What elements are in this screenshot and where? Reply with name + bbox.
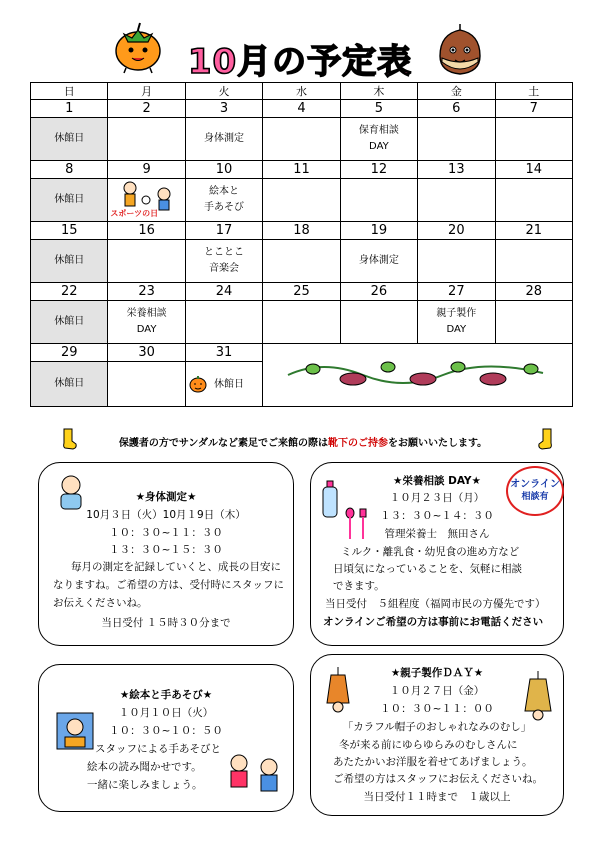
date-number: 7 (495, 100, 572, 118)
event-cell (340, 179, 417, 222)
date-number: 12 (340, 161, 417, 179)
event-cell (495, 118, 572, 161)
event-cell (263, 240, 340, 283)
box-date: １０月２３日（月） (389, 492, 485, 504)
event-cell (108, 362, 185, 407)
date-number: 13 (418, 161, 495, 179)
date-row (31, 283, 573, 301)
event-cell-closed (31, 240, 108, 283)
event-cell (418, 301, 495, 344)
box-body-line: お伝えくださいね。 (53, 597, 148, 609)
event-cell (185, 118, 262, 161)
event-text: 絵本と (209, 186, 240, 197)
box-footer: 当日受付１１時まで １歳以上 (363, 791, 511, 803)
date-row (31, 344, 573, 362)
date-number: 28 (495, 283, 572, 301)
date-number: 25 (263, 283, 340, 301)
event-cell (108, 118, 185, 161)
event-text: 音楽会 (209, 263, 240, 274)
box-heading: ★身体測定★ (135, 491, 197, 503)
box-body-line: なりますね。ご希望の方は、受付時にスタッフに (53, 579, 284, 591)
date-number: 26 (340, 283, 417, 301)
box-heading: ★親子製作ＤＡＹ★ (390, 667, 484, 679)
event-text: 休館日 (214, 379, 245, 390)
event-text: 身体測定 (204, 133, 245, 144)
event-cell (418, 118, 495, 161)
sock-notice (58, 430, 548, 452)
event-text: 手あそび (204, 202, 245, 213)
date-number: 10 (185, 161, 262, 179)
date-number: 31 (185, 344, 262, 362)
event-text: 身体測定 (358, 255, 399, 266)
box-body-line: ミルク・離乳食・幼児食の進め方など (341, 546, 520, 558)
event-row (31, 240, 573, 283)
box-subtitle: 「カラフル帽子のおしゃれなみのむし」 (342, 721, 532, 733)
badge-text: オンライン (510, 479, 560, 490)
event-cell (263, 118, 340, 161)
event-cell (185, 179, 262, 222)
sock-icon (537, 428, 555, 450)
notice-text: 保護者の方でサンダルなど素足でご来館の際は (118, 437, 328, 449)
date-row (31, 222, 573, 240)
date-number: 21 (495, 222, 572, 240)
event-cell-closed (31, 362, 108, 407)
event-text: 休館日 (54, 133, 85, 144)
event-text: 休館日 (54, 255, 85, 266)
ehon-teasobi-box (38, 664, 294, 812)
box-time: １０：３０~１０：５０ (109, 725, 223, 737)
box-time: １０：３０~１１：３０ (109, 527, 223, 539)
date-number: 30 (108, 344, 185, 362)
event-cell (263, 301, 340, 344)
chestnut-character-icon (432, 22, 488, 78)
shintai-sokutei-box (38, 462, 294, 646)
weekday-header: 日 (31, 83, 108, 100)
box-time: １３：３０~１５：３０ (109, 544, 223, 556)
event-cell-closed (31, 301, 108, 344)
sports-day-label: スポーツの日 (110, 209, 159, 218)
event-cell (185, 240, 262, 283)
date-number: 19 (340, 222, 417, 240)
box-staff: 管理栄養士 無田さん (384, 528, 490, 540)
event-cell-closed (31, 118, 108, 161)
weekday-header: 火 (185, 83, 262, 100)
date-number: 6 (418, 100, 495, 118)
event-cell (108, 179, 185, 222)
event-text: 休館日 (54, 194, 85, 205)
event-cell (108, 301, 185, 344)
date-number: 22 (31, 283, 108, 301)
event-text: 親子製作 (436, 308, 477, 319)
date-number: 1 (31, 100, 108, 118)
event-cell (340, 301, 417, 344)
event-cell-closed (31, 179, 108, 222)
box-body-line: スタッフによる手あそびと (95, 743, 221, 755)
weekday-header: 土 (495, 83, 572, 100)
online-consult-badge (506, 466, 564, 516)
event-cell (185, 362, 262, 407)
sweet-potato-vine-icon (283, 353, 553, 393)
weekday-header-row (31, 83, 573, 100)
date-number: 23 (108, 283, 185, 301)
event-cell (418, 240, 495, 283)
event-text: 保育相談 (358, 125, 399, 136)
box-body-line: 絵本の読み聞かせです。 (87, 761, 202, 773)
event-row (31, 179, 573, 222)
event-cell (495, 240, 572, 283)
box-body-line: できます。 (333, 580, 385, 592)
date-number: 5 (340, 100, 417, 118)
date-number: 18 (263, 222, 340, 240)
online-note: オンラインご希望の方は事前にお電話ください (323, 616, 544, 628)
weekday-header: 水 (263, 83, 340, 100)
calendar-table (30, 82, 573, 407)
notice-text: をお願いいたします。 (387, 437, 488, 449)
date-row (31, 100, 573, 118)
date-row (31, 161, 573, 179)
box-date: 10月３日（火）10月１9日（木） (86, 509, 246, 521)
page-title-text: 10月の予定表 (187, 41, 413, 82)
sweet-potato-vine-illustration (263, 344, 573, 407)
box-body-line: 日頃気になっていることを、気軽に相談 (333, 563, 522, 575)
event-cell (495, 179, 572, 222)
box-body-line: ご希望の方はスタッフにお伝えくださいね。 (333, 773, 543, 785)
date-number: 4 (263, 100, 340, 118)
page-title (180, 36, 420, 80)
box-time: １０：３０~１１：００ (380, 703, 494, 715)
box-body-line: あたたかいお洋服を着せてあげましょう。 (333, 756, 533, 768)
event-cell (108, 240, 185, 283)
box-date: １０月１０日（火） (118, 707, 214, 719)
date-number: 20 (418, 222, 495, 240)
event-text: DAY (369, 141, 389, 152)
event-cell (185, 301, 262, 344)
event-text: とことこ (204, 247, 245, 258)
event-text: 休館日 (54, 316, 85, 327)
date-number: 24 (185, 283, 262, 301)
date-number: 29 (31, 344, 108, 362)
event-cell (495, 301, 572, 344)
date-number: 2 (108, 100, 185, 118)
event-cell (263, 179, 340, 222)
oyako-seisaku-box (310, 654, 564, 816)
date-number: 27 (418, 283, 495, 301)
event-cell (418, 179, 495, 222)
children-playing-icon (225, 749, 285, 799)
notice-highlight: 靴下のご持参 (327, 437, 388, 449)
event-text: DAY (136, 324, 157, 335)
date-number: 14 (495, 161, 572, 179)
persimmon-character-icon (110, 18, 166, 74)
event-cell (340, 240, 417, 283)
pumpkin-icon (189, 375, 207, 393)
box-body-line: 一緒に楽しみましょう。 (87, 779, 203, 791)
event-text: DAY (446, 324, 467, 335)
event-text: 休館日 (54, 378, 85, 389)
date-number: 11 (263, 161, 340, 179)
event-text: 栄養相談 (126, 308, 167, 319)
box-time: １３：３０~１４：３０ (380, 510, 494, 522)
weekday-header: 金 (418, 83, 495, 100)
weekday-header: 月 (108, 83, 185, 100)
weekday-header: 木 (340, 83, 417, 100)
date-number: 17 (185, 222, 262, 240)
event-row (31, 301, 573, 344)
box-body-line: 冬が来る前にゆらゆらみのむしさんに (339, 739, 518, 751)
date-number: 3 (185, 100, 262, 118)
badge-text: 相談有 (521, 492, 549, 502)
date-number: 9 (108, 161, 185, 179)
event-row (31, 118, 573, 161)
box-date: １０月２７日（金） (389, 685, 485, 697)
box-body-line: 毎月の測定を記録していくと、成長の目安に (71, 561, 281, 573)
date-number: 8 (31, 161, 108, 179)
box-footer: 当日受付 ５組程度（福岡市民の方優先です） (325, 598, 546, 610)
box-heading: ★絵本と手あそび★ (119, 689, 213, 701)
date-number: 15 (31, 222, 108, 240)
box-footer: 当日受付 １５時３０分まで (101, 617, 231, 629)
event-cell (340, 118, 417, 161)
date-number: 16 (108, 222, 185, 240)
box-heading: ★栄養相談 DAY★ (393, 475, 481, 487)
